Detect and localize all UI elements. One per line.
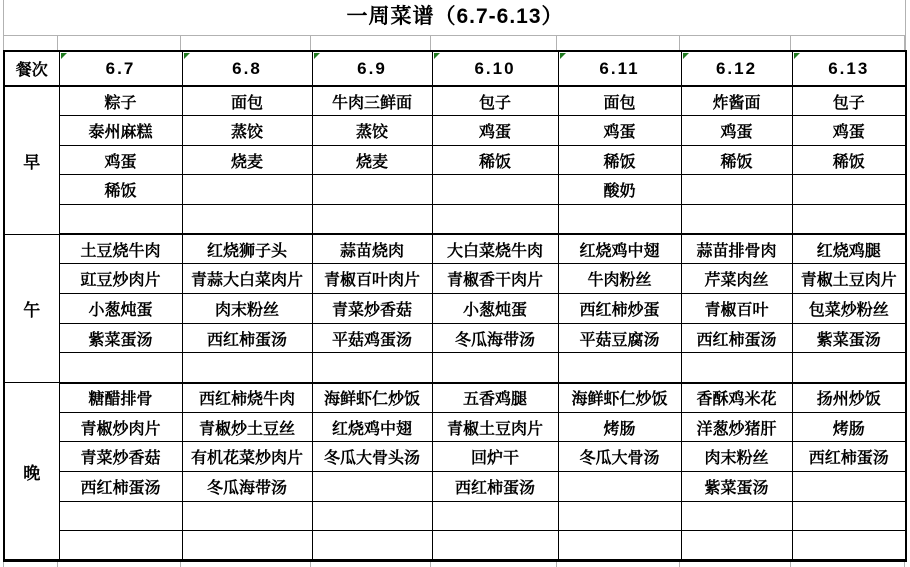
cell-flag-icon [61,53,67,59]
menu-cell[interactable]: 红烧鸡中翅 [312,412,432,442]
menu-cell[interactable] [432,205,558,235]
grid-spacer-cell [311,562,431,567]
menu-cell[interactable]: 扬州炒饭 [792,383,906,413]
menu-cell[interactable] [432,175,558,205]
menu-cell[interactable]: 西红柿蛋汤 [792,442,906,472]
menu-cell[interactable] [432,501,558,531]
menu-row [4,264,906,294]
menu-cell[interactable]: 稀饭 [558,145,681,175]
menu-cell[interactable]: 西红柿烧牛肉 [182,383,312,413]
date-header[interactable] [182,51,312,86]
title-cell[interactable] [0,0,910,35]
menu-cell[interactable]: 紫菜蛋汤 [792,323,906,353]
menu-cell[interactable]: 青椒土豆肉片 [432,412,558,442]
menu-cell[interactable]: 面包 [182,86,312,116]
menu-table-container [3,50,907,562]
grid-spacer-cell [680,562,791,567]
menu-cell[interactable] [312,501,432,531]
menu-row [4,472,906,502]
menu-cell[interactable] [182,501,312,531]
grid-bottom-row [3,562,905,567]
menu-cell[interactable]: 包菜炒粉丝 [792,294,906,324]
menu-table [3,50,907,562]
menu-cell[interactable]: 红烧狮子头 [182,234,312,264]
menu-cell[interactable]: 青椒炒土豆丝 [182,412,312,442]
menu-row [4,323,906,353]
menu-cell[interactable]: 红烧鸡腿 [792,234,906,264]
menu-row [4,205,906,235]
menu-row [4,412,906,442]
menu-cell[interactable]: 有机花菜炒肉片 [182,442,312,472]
menu-cell[interactable] [312,353,432,383]
menu-cell[interactable]: 西红柿蛋汤 [681,323,792,353]
meal-label-breakfast[interactable]: 早 [4,86,59,234]
date-header[interactable] [59,51,182,86]
menu-cell[interactable]: 西红柿蛋汤 [182,323,312,353]
cell-flag-icon [184,53,190,59]
menu-cell[interactable]: 鸡蛋 [792,116,906,146]
grid-spacer-row [3,35,905,50]
menu-cell[interactable]: 蒸饺 [182,116,312,146]
menu-cell[interactable]: 芹菜肉丝 [681,264,792,294]
menu-cell[interactable]: 青蒜大白菜肉片 [182,264,312,294]
menu-table-body [4,86,906,561]
menu-cell[interactable]: 香酥鸡米花 [681,383,792,413]
date-label: 6.7 [105,58,136,78]
menu-cell[interactable]: 冬瓜大骨头汤 [312,442,432,472]
menu-cell[interactable] [681,353,792,383]
menu-cell[interactable]: 包子 [792,86,906,116]
menu-cell[interactable]: 土豆烧牛肉 [59,234,182,264]
menu-cell[interactable]: 红烧鸡中翅 [558,234,681,264]
menu-cell[interactable]: 海鲜虾仁炒饭 [312,383,432,413]
grid-spacer-cell [181,562,311,567]
menu-cell[interactable]: 包子 [432,86,558,116]
date-label: 6.11 [599,58,640,78]
menu-row [4,501,906,531]
menu-cell[interactable]: 回炉干 [432,442,558,472]
menu-cell[interactable] [681,501,792,531]
grid-spacer-cell [431,562,557,567]
grid-spacer-cell [3,36,58,50]
menu-cell[interactable] [59,501,182,531]
menu-cell[interactable] [792,175,906,205]
menu-cell[interactable]: 大白菜烧牛肉 [432,234,558,264]
date-header[interactable] [681,51,792,86]
menu-cell[interactable]: 西红柿炒蛋 [558,294,681,324]
menu-cell[interactable]: 肉末粉丝 [681,442,792,472]
menu-cell[interactable] [792,353,906,383]
menu-cell[interactable]: 鸡蛋 [59,145,182,175]
grid-spacer-cell [791,36,905,50]
menu-cell[interactable]: 蒜苗排骨肉 [681,234,792,264]
menu-cell[interactable] [182,531,312,561]
grid-spacer-cell [311,36,431,50]
menu-row [4,353,906,383]
menu-cell[interactable]: 面包 [558,86,681,116]
date-header[interactable] [432,51,558,86]
menu-row [4,116,906,146]
menu-cell[interactable] [432,531,558,561]
menu-cell[interactable] [182,175,312,205]
menu-cell[interactable]: 西红柿蛋汤 [432,472,558,502]
menu-cell[interactable] [558,353,681,383]
date-header[interactable] [312,51,432,86]
menu-cell[interactable]: 青椒百叶 [681,294,792,324]
menu-cell[interactable]: 洋葱炒猪肝 [681,412,792,442]
meal-label-lunch[interactable]: 午 [4,234,59,382]
menu-cell[interactable] [681,205,792,235]
date-label: 6.10 [474,58,516,78]
menu-cell[interactable]: 粽子 [59,86,182,116]
menu-cell[interactable]: 冬瓜大骨汤 [558,442,681,472]
menu-cell[interactable]: 冬瓜海带汤 [432,323,558,353]
menu-row [4,175,906,205]
menu-cell[interactable]: 鸡蛋 [681,116,792,146]
menu-cell[interactable] [432,353,558,383]
menu-cell[interactable]: 烤肠 [558,412,681,442]
menu-cell[interactable] [312,175,432,205]
grid-spacer-cell [3,562,58,567]
menu-cell[interactable] [558,472,681,502]
menu-cell[interactable] [681,531,792,561]
menu-cell[interactable] [182,353,312,383]
menu-cell[interactable] [681,175,792,205]
menu-cell[interactable] [312,205,432,235]
date-header[interactable] [792,51,906,86]
menu-row [4,86,906,116]
menu-row [4,234,906,264]
cell-flag-icon [434,53,440,59]
menu-cell[interactable]: 平菇豆腐汤 [558,323,681,353]
date-label: 6.13 [828,58,870,78]
menu-cell[interactable]: 稀饭 [432,145,558,175]
date-header[interactable] [558,51,681,86]
grid-spacer-cell [431,36,557,50]
menu-cell[interactable]: 稀饭 [681,145,792,175]
menu-cell[interactable]: 青椒香干肉片 [432,264,558,294]
menu-cell[interactable]: 蒸饺 [312,116,432,146]
menu-cell[interactable]: 烧麦 [182,145,312,175]
menu-cell[interactable] [558,501,681,531]
menu-cell[interactable]: 肉末粉丝 [182,294,312,324]
cell-flag-icon [683,53,689,59]
menu-cell[interactable] [59,205,182,235]
menu-cell[interactable]: 酸奶 [558,175,681,205]
menu-cell[interactable] [792,501,906,531]
menu-cell[interactable]: 青菜炒香菇 [59,442,182,472]
menu-row [4,145,906,175]
date-label: 6.8 [232,58,262,78]
menu-row [4,531,906,561]
menu-cell[interactable]: 青椒土豆肉片 [792,264,906,294]
menu-cell[interactable] [792,472,906,502]
page-title: 一周菜谱（6.7-6.13） [346,5,564,28]
menu-cell[interactable] [792,205,906,235]
grid-spacer-cell [58,562,181,567]
cell-flag-icon [794,53,800,59]
menu-cell[interactable]: 平菇鸡蛋汤 [312,323,432,353]
menu-row [4,442,906,472]
menu-cell[interactable]: 蒜苗烧肉 [312,234,432,264]
menu-cell[interactable]: 牛肉三鲜面 [312,86,432,116]
menu-cell[interactable] [312,472,432,502]
menu-cell[interactable] [182,205,312,235]
menu-cell[interactable]: 青菜炒香菇 [312,294,432,324]
menu-cell[interactable]: 紫菜蛋汤 [59,323,182,353]
menu-cell[interactable]: 烧麦 [312,145,432,175]
date-label: 6.9 [357,58,387,78]
menu-cell[interactable]: 稀饭 [59,175,182,205]
menu-cell[interactable]: 泰州麻糕 [59,116,182,146]
menu-cell[interactable] [59,353,182,383]
menu-cell[interactable]: 稀饭 [792,145,906,175]
menu-cell[interactable] [558,531,681,561]
menu-cell[interactable]: 烤肠 [792,412,906,442]
grid-spacer-cell [557,562,680,567]
date-label: 6.12 [715,58,758,78]
corner-cell[interactable]: 餐次 [4,51,59,86]
menu-cell[interactable]: 海鲜虾仁炒饭 [558,383,681,413]
grid-spacer-cell [680,36,791,50]
cell-flag-icon [560,53,566,59]
menu-cell[interactable]: 青椒炒肉片 [59,412,182,442]
menu-row [4,294,906,324]
grid-spacer-cell [58,36,181,50]
menu-cell[interactable]: 小葱炖蛋 [59,294,182,324]
menu-cell[interactable] [558,205,681,235]
menu-row [4,383,906,413]
menu-cell[interactable]: 鸡蛋 [558,116,681,146]
cell-flag-icon [314,53,320,59]
menu-cell[interactable] [59,531,182,561]
menu-cell[interactable]: 牛肉粉丝 [558,264,681,294]
menu-cell[interactable] [792,531,906,561]
menu-cell[interactable]: 小葱炖蛋 [432,294,558,324]
meal-label-dinner[interactable]: 晚 [4,383,59,561]
menu-cell[interactable]: 鸡蛋 [432,116,558,146]
menu-cell[interactable]: 豇豆炒肉片 [59,264,182,294]
menu-cell[interactable]: 青椒百叶肉片 [312,264,432,294]
menu-cell[interactable] [312,531,432,561]
menu-cell[interactable]: 炸酱面 [681,86,792,116]
header-row [4,51,906,86]
menu-cell[interactable]: 冬瓜海带汤 [182,472,312,502]
menu-cell[interactable]: 紫菜蛋汤 [681,472,792,502]
menu-cell[interactable]: 五香鸡腿 [432,383,558,413]
grid-spacer-cell [791,562,905,567]
menu-cell[interactable]: 糖醋排骨 [59,383,182,413]
menu-cell[interactable]: 西红柿蛋汤 [59,472,182,502]
grid-spacer-cell [181,36,311,50]
grid-spacer-cell [557,36,680,50]
